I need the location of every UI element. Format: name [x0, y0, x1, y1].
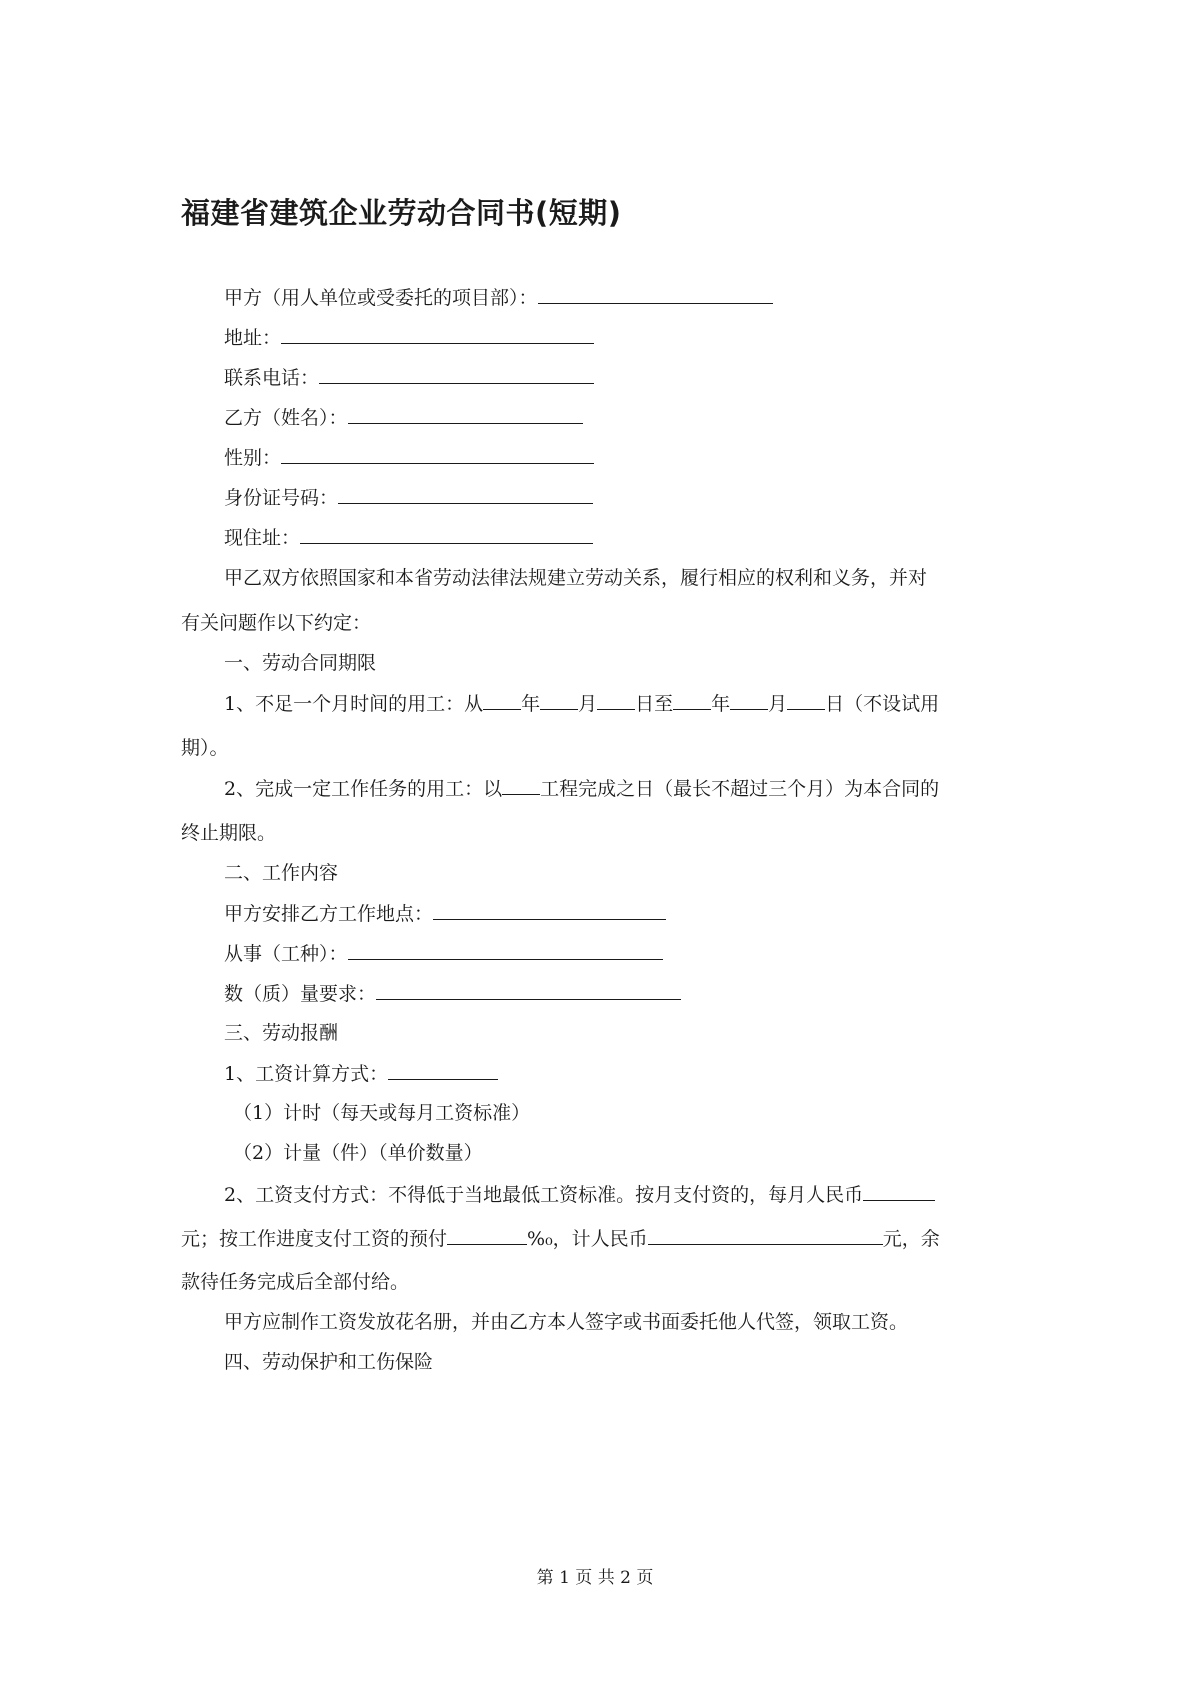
section-2-heading: 二、工作内容: [224, 862, 339, 884]
wage-calc-row: [224, 1059, 498, 1088]
party-b-label: 乙方（姓名）：: [224, 407, 348, 429]
wage-option-piece: （2）计量（件）（单价数量）: [233, 1142, 483, 1164]
end-year-blank[interactable]: [673, 689, 711, 710]
wage-payment-line-1: [224, 1180, 935, 1209]
wage-payment-line-2: [181, 1224, 940, 1253]
wage-payment-text: 2、工资支付方式：不得低于当地最低工资标准。按月支付资的，每月人民币: [224, 1184, 864, 1206]
quality-row: [224, 979, 681, 1008]
id-number-row: [224, 483, 593, 512]
party-a-label: 甲方（用人单位或受委托的项目部）：: [224, 287, 538, 309]
page-footer: 第 1 页 共 2 页: [536, 1568, 654, 1588]
id-number-blank[interactable]: [338, 483, 593, 504]
intro-line-1: 甲乙双方依照国家和本省劳动法律法规建立劳动关系，履行相应的权利和义务，并对: [224, 567, 928, 589]
gender-row: [224, 443, 594, 472]
current-address-label: 现住址：: [224, 527, 301, 549]
address-row: [224, 323, 594, 352]
section-1-item-2-cont: 终止期限。: [181, 822, 277, 844]
gender-label: 性别：: [224, 447, 282, 469]
monthly-amount-blank[interactable]: [863, 1180, 935, 1201]
job-type-row: [224, 939, 663, 968]
current-address-blank[interactable]: [300, 523, 593, 544]
wage-roster: 甲方应制作工资发放花名册，并由乙方本人签字或书面委托他人代签，领取工资。: [224, 1311, 909, 1333]
advance-rate-blank[interactable]: [447, 1224, 527, 1245]
end-month-blank[interactable]: [730, 689, 768, 710]
month-label: 月: [578, 693, 598, 715]
quality-blank[interactable]: [376, 979, 681, 1000]
section-1-heading: 一、劳动合同期限: [224, 652, 377, 674]
wage-option-hourly: （1）计时（每天或每月工资标准）: [233, 1102, 531, 1124]
gender-blank[interactable]: [281, 443, 594, 464]
year-label: 年: [711, 693, 731, 715]
advance-amount-blank[interactable]: [648, 1224, 883, 1245]
job-type-blank[interactable]: [348, 939, 663, 960]
month-label: 月: [768, 693, 788, 715]
day-to-label: 日至: [635, 693, 674, 715]
item-2-text: 2、完成一定工作任务的用工：以: [224, 778, 503, 800]
advance-unit: %₀，计人民币: [527, 1228, 648, 1250]
party-a-row: [224, 283, 773, 312]
item-2-tail: 工程完成之日（最长不超过三个月）为本合同的: [540, 778, 940, 800]
start-year-blank[interactable]: [483, 689, 521, 710]
wage-calc-label: 1、工资计算方式：: [224, 1063, 389, 1085]
year-label: 年: [521, 693, 541, 715]
start-day-blank[interactable]: [597, 689, 635, 710]
section-1-item-1: [224, 689, 939, 718]
section-1-item-2: [224, 774, 939, 803]
item-1-tail: 日（不设试用: [825, 693, 940, 715]
work-location-label: 甲方安排乙方工作地点：: [224, 903, 434, 925]
document-title: 福建省建筑企业劳动合同书(短期): [181, 196, 622, 230]
address-label: 地址：: [224, 327, 282, 349]
phone-label: 联系电话：: [224, 367, 320, 389]
start-month-blank[interactable]: [540, 689, 578, 710]
intro-line-2: 有关问题作以下约定：: [181, 612, 372, 634]
work-location-blank[interactable]: [433, 899, 666, 920]
advance-tail: 元，余: [882, 1228, 940, 1250]
job-type-label: 从事（工种）：: [224, 943, 348, 965]
wage-payment-line-3: 款待任务完成后全部付给。: [181, 1271, 410, 1293]
address-blank[interactable]: [281, 323, 594, 344]
advance-text: 元；按工作进度支付工资的预付: [181, 1228, 448, 1250]
id-number-label: 身份证号码：: [224, 487, 339, 509]
section-1-item-1-cont: 期）。: [181, 737, 229, 759]
wage-calc-blank[interactable]: [388, 1059, 498, 1080]
phone-blank[interactable]: [319, 363, 594, 384]
current-address-row: [224, 523, 593, 552]
party-b-row: [224, 403, 583, 432]
phone-row: [224, 363, 594, 392]
party-b-blank[interactable]: [348, 403, 583, 424]
project-blank[interactable]: [502, 774, 540, 795]
work-location-row: [224, 899, 666, 928]
end-day-blank[interactable]: [787, 689, 825, 710]
section-4-heading: 四、劳动保护和工伤保险: [224, 1351, 434, 1373]
section-3-heading: 三、劳动报酬: [224, 1022, 339, 1044]
quality-label: 数（质）量要求：: [224, 983, 377, 1005]
item-1-text: 1、不足一个月时间的用工：从: [224, 693, 484, 715]
party-a-blank[interactable]: [538, 283, 773, 304]
